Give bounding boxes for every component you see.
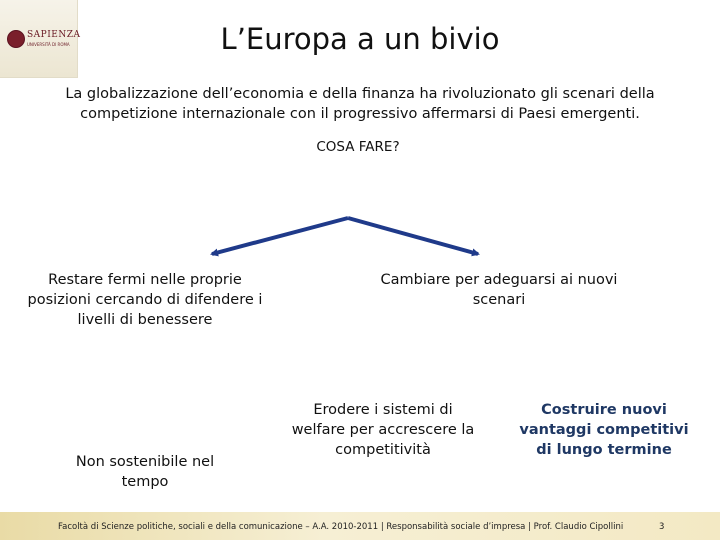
option-stay: Restare fermi nelle proprie posizioni cercando di difendere i livelli di benessere <box>27 272 263 328</box>
footer-bar <box>0 512 720 540</box>
intro-text: La globalizzazione dell’economia e della finanza ha rivoluzionato gli scenari della competizione internazionale con il progressivo affermarsi di Paesi emergenti. <box>65 86 655 122</box>
logo-subtitle: UNIVERSITÀ DI ROMA <box>27 42 70 47</box>
arrow-right <box>348 218 478 254</box>
option-change: Cambiare per adeguarsi ai nuovi scenari <box>380 272 618 308</box>
slide-title: L’Europa a un bivio <box>220 22 500 56</box>
question-text: COSA FARE? <box>316 139 400 155</box>
footer-text: Facoltà di Scienze politiche, sociali e della comunicazione – A.A. 2010-2011 | Responsabilità sociale d’impresa | Prof. Claudio Cipollini <box>58 522 624 532</box>
page-number: 3 <box>659 522 665 532</box>
outcome-erode-welfare: Erodere i sistemi di welfare per accrescere la competitività <box>291 402 475 458</box>
logo-name: SAPIENZA <box>27 30 81 40</box>
outcome-new-advantages: Costruire nuovi vantaggi competitivi di lungo termine <box>519 402 689 458</box>
arrow-left <box>212 218 348 254</box>
outcome-not-sustainable: Non sostenibile nel tempo <box>75 454 215 490</box>
